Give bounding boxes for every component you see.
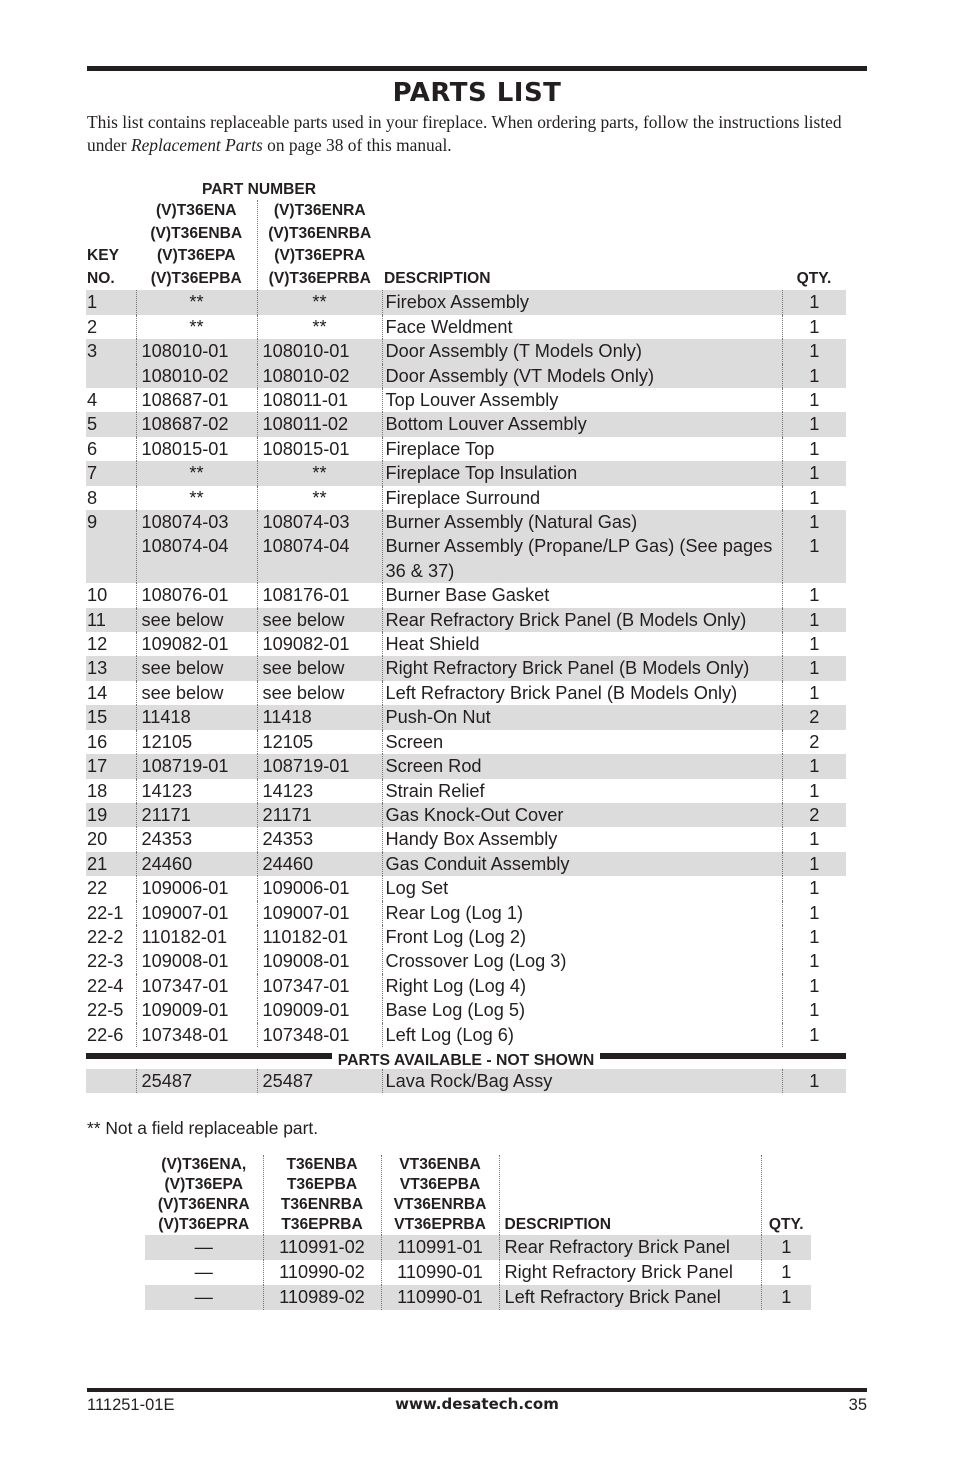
table-row <box>86 339 846 363</box>
part-number-1: ** <box>136 315 257 339</box>
part-qty: 1 <box>782 656 846 680</box>
key-number: 21 <box>86 852 136 876</box>
part-number-2: 24460 <box>257 852 382 876</box>
table-row <box>86 437 846 461</box>
table-row <box>86 852 846 876</box>
key-number: 18 <box>87 780 108 801</box>
doc-number: 111251-01E <box>87 1396 175 1414</box>
part-qty: 1 <box>782 876 846 900</box>
part-number-2: 110989-02 <box>263 1285 381 1310</box>
key-number: 22-4 <box>87 975 124 996</box>
table-row <box>86 290 846 314</box>
intro-text-1: This list contains replaceable parts used in your fireplace. When ordering parts, follow the instructions listed under <box>87 112 842 155</box>
part-number-2: 109006-01 <box>257 876 382 900</box>
part-qty: 1 <box>782 827 846 851</box>
part-qty: 1 <box>782 974 846 998</box>
description-header: DESCRIPTION <box>384 269 491 287</box>
part-number-1: 107347-01 <box>136 974 257 998</box>
key-number: 9 <box>86 510 136 534</box>
part-description: Face Weldment <box>382 315 782 339</box>
part-qty: 1 <box>782 339 846 363</box>
part-number-2: 110991-02 <box>263 1235 381 1260</box>
table-row <box>86 998 846 1022</box>
part-number-2: ** <box>257 486 382 510</box>
part-description: Rear Log (Log 1) <box>382 901 782 925</box>
part-number-2: ** <box>257 461 382 485</box>
part-number-1: 24460 <box>136 852 257 876</box>
footnote: ** Not a field replaceable part. <box>87 1118 319 1138</box>
part-qty: 1 <box>782 388 846 412</box>
part-number-1: 24353 <box>136 827 257 851</box>
part-number-2: see below <box>257 681 382 705</box>
part-description: Right Log (Log 4) <box>382 974 782 998</box>
part-number-1: 12105 <box>136 730 257 754</box>
part-number-2: 108011-01 <box>257 388 382 412</box>
table-row <box>86 656 846 680</box>
part-number-2: 108074-03 <box>257 510 382 534</box>
part-number-3: 110991-01 <box>381 1235 499 1260</box>
part-number-2: see below <box>257 656 382 680</box>
part-qty: 1 <box>761 1260 811 1285</box>
part-qty: 1 <box>782 437 846 461</box>
table-row <box>86 315 846 339</box>
table-row <box>86 876 846 900</box>
part-description: Base Log (Log 5) <box>382 998 782 1022</box>
part-description: Handy Box Assembly <box>382 827 782 851</box>
part-number-1: 11418 <box>136 705 257 729</box>
part-number-1: — <box>145 1235 263 1260</box>
part-number-1: — <box>194 1262 213 1282</box>
part-description: Door Assembly (T Models Only) <box>382 339 782 363</box>
part-number-1: 108015-01 <box>136 437 257 461</box>
table-row <box>86 901 846 925</box>
table-row <box>86 754 846 778</box>
part-number-1: 109006-01 <box>136 876 257 900</box>
sub-col2-header: T36ENBA T36EPBA T36ENRBA T36EPRBA <box>263 1155 381 1235</box>
top-rule <box>87 66 867 71</box>
part-number-2: 107348-01 <box>257 1023 382 1047</box>
parts-table <box>86 180 846 1093</box>
table-row <box>86 730 846 754</box>
sub-qty-header: QTY. <box>761 1155 811 1235</box>
model-group-1-header: (V)T36ENA (V)T36ENBA (V)T36EPA (V)T36EPBA <box>150 202 243 287</box>
part-number-3: 110990-01 <box>381 1260 499 1285</box>
part-number-2: ** <box>257 290 382 314</box>
part-qty: 1 <box>782 949 846 973</box>
key-number <box>86 364 136 388</box>
key-number: 10 <box>87 585 108 606</box>
part-description: Fireplace Top <box>382 437 782 461</box>
key-number: 7 <box>86 461 136 485</box>
table-row <box>86 388 846 412</box>
part-number-1: see below <box>136 656 257 680</box>
page-title: PARTS LIST <box>392 78 562 108</box>
key-number: 22-2 <box>87 926 124 947</box>
key-number: 1 <box>86 290 136 314</box>
part-description: Front Log (Log 2) <box>382 925 782 949</box>
table-row <box>145 1285 811 1310</box>
part-number-2: 25487 <box>257 1069 382 1093</box>
part-description: Right Refractory Brick Panel (B Models Only) <box>382 656 782 680</box>
part-qty: 1 <box>782 632 846 656</box>
part-description: Strain Relief <box>382 779 782 803</box>
part-qty: 1 <box>782 779 846 803</box>
part-number-1: 108010-01 <box>136 339 257 363</box>
table-row <box>86 412 846 436</box>
part-number-2: 110182-01 <box>257 925 382 949</box>
key-number: 19 <box>86 803 136 827</box>
part-description: Rear Refractory Brick Panel <box>499 1235 761 1260</box>
part-number-2: 108176-01 <box>257 583 382 607</box>
key-number: 14 <box>87 682 108 703</box>
part-number-2: 108015-01 <box>257 437 382 461</box>
part-number-1: 108010-02 <box>136 364 257 388</box>
intro-reference: Replacement Parts <box>130 135 263 155</box>
part-qty: 1 <box>782 315 846 339</box>
part-number-2: ** <box>257 315 382 339</box>
part-number-1: ** <box>136 461 257 485</box>
part-number-1: 109082-01 <box>136 632 257 656</box>
part-number-1: 108074-03 <box>136 510 257 534</box>
part-qty: 1 <box>782 461 846 485</box>
part-description: Rear Refractory Brick Panel (B Models Only) <box>382 608 782 632</box>
key-number: 15 <box>86 705 136 729</box>
part-number-2: 109007-01 <box>257 901 382 925</box>
part-number-2: see below <box>257 608 382 632</box>
key-number: 22 <box>87 878 108 899</box>
part-qty: 1 <box>782 901 846 925</box>
section-label: PARTS AVAILABLE - NOT SHOWN <box>332 1052 601 1069</box>
sub-col3-header: VT36ENBA VT36EPBA VT36ENRBA VT36EPRBA <box>381 1155 499 1235</box>
part-number-2: 14123 <box>257 779 382 803</box>
part-description: Crossover Log (Log 3) <box>382 949 782 973</box>
part-number-1: 109009-01 <box>136 998 257 1022</box>
section-divider <box>86 1047 846 1069</box>
part-number-1: — <box>145 1285 263 1310</box>
part-description: Screen <box>382 730 782 754</box>
key-number: 12 <box>87 634 108 655</box>
part-description: Burner Assembly (Natural Gas) <box>382 510 782 534</box>
table-row <box>86 925 846 949</box>
part-number-1: ** <box>136 486 257 510</box>
part-number-1: 109008-01 <box>136 949 257 973</box>
key-number: 17 <box>86 754 136 778</box>
part-number-2: 107347-01 <box>257 974 382 998</box>
key-number <box>86 534 136 583</box>
key-number: 16 <box>87 731 108 752</box>
intro-text-2: on page 38 of this manual. <box>262 135 452 155</box>
table-row <box>86 364 846 388</box>
key-number: 22-6 <box>87 1024 124 1045</box>
key-number: 8 <box>87 487 98 508</box>
part-description: Gas Conduit Assembly <box>382 852 782 876</box>
part-number-2: 110990-02 <box>263 1260 381 1285</box>
key-number: 22-1 <box>87 902 124 923</box>
key-number: 11 <box>86 608 136 632</box>
part-number-2: 108011-02 <box>257 412 382 436</box>
table-row <box>86 974 846 998</box>
sub-description-header: DESCRIPTION <box>499 1155 761 1235</box>
part-qty: 1 <box>782 852 846 876</box>
part-qty: 1 <box>782 681 846 705</box>
table-row <box>86 827 846 851</box>
part-description: Top Louver Assembly <box>382 388 782 412</box>
part-qty: 1 <box>782 583 846 607</box>
part-description: Burner Base Gasket <box>382 583 782 607</box>
sub-col1-header: (V)T36ENA, (V)T36EPA (V)T36ENRA (V)T36EPRA <box>157 1156 250 1233</box>
part-description: Heat Shield <box>382 632 782 656</box>
part-description: Left Refractory Brick Panel <box>499 1285 761 1310</box>
part-qty: 1 <box>782 510 846 534</box>
key-number: 22-3 <box>87 951 124 972</box>
refractory-table-body <box>145 1235 811 1310</box>
table-row <box>145 1235 811 1260</box>
part-qty: 1 <box>782 1023 846 1047</box>
part-number-1: 108719-01 <box>136 754 257 778</box>
qty-header: QTY. <box>796 269 832 287</box>
table-row <box>86 1023 846 1047</box>
table-row <box>86 705 846 729</box>
page-number: 35 <box>848 1396 867 1414</box>
part-number-1: 25487 <box>136 1069 257 1093</box>
part-description: Door Assembly (VT Models Only) <box>382 364 782 388</box>
refractory-table <box>145 1155 811 1310</box>
key-number: 22-5 <box>87 1000 124 1021</box>
part-qty: 1 <box>782 364 846 388</box>
intro-paragraph <box>87 111 877 157</box>
part-number-2: 12105 <box>257 730 382 754</box>
part-number-1: 108074-04 <box>136 534 257 583</box>
part-description: Bottom Louver Assembly <box>382 412 782 436</box>
table-row <box>86 486 846 510</box>
part-qty: 1 <box>782 486 846 510</box>
table-row <box>86 803 846 827</box>
part-number-2: 24353 <box>257 827 382 851</box>
part-qty: 1 <box>782 290 846 314</box>
model-group-2-header: (V)T36ENRA (V)T36ENRBA (V)T36EPRA (V)T36EPRBA <box>257 200 382 290</box>
part-qty: 1 <box>761 1235 811 1260</box>
table-row <box>86 1069 846 1093</box>
table-row <box>86 534 846 583</box>
part-number-3: 110990-01 <box>381 1285 499 1310</box>
part-description: Log Set <box>382 876 782 900</box>
website-link[interactable]: www.desatech.com <box>395 1395 559 1413</box>
part-qty: 1 <box>782 608 846 632</box>
part-number-2: 109008-01 <box>257 949 382 973</box>
part-description: Screen Rod <box>382 754 782 778</box>
part-number-2: 109009-01 <box>257 998 382 1022</box>
part-description: Left Log (Log 6) <box>382 1023 782 1047</box>
key-number: 4 <box>87 390 98 410</box>
part-number-1: 108687-01 <box>136 388 257 412</box>
part-number-1: 109007-01 <box>136 901 257 925</box>
part-number-2: 109082-01 <box>257 632 382 656</box>
part-qty: 1 <box>782 998 846 1022</box>
part-description: Firebox Assembly <box>382 290 782 314</box>
part-number-1: see below <box>136 681 257 705</box>
table-row <box>86 461 846 485</box>
part-qty: 1 <box>782 412 846 436</box>
part-qty: 1 <box>782 925 846 949</box>
part-number-2: 108010-02 <box>257 364 382 388</box>
part-number-2: 21171 <box>257 803 382 827</box>
part-number-2: 108010-01 <box>257 339 382 363</box>
key-number: 3 <box>86 339 136 363</box>
key-number <box>86 1069 136 1093</box>
part-description: Right Refractory Brick Panel <box>499 1260 761 1285</box>
table-row <box>86 779 846 803</box>
part-number-1: 108076-01 <box>136 583 257 607</box>
table-row <box>86 510 846 534</box>
part-number-header: PART NUMBER <box>201 181 317 198</box>
part-qty: 2 <box>782 730 846 754</box>
part-number-1: ** <box>136 290 257 314</box>
part-description: Fireplace Surround <box>382 486 782 510</box>
part-qty: 2 <box>782 705 846 729</box>
parts-table-header <box>86 180 846 290</box>
part-number-1: see below <box>136 608 257 632</box>
part-number-2: 108074-04 <box>257 534 382 583</box>
key-number: 6 <box>87 438 98 459</box>
table-row <box>86 632 846 656</box>
table-row <box>86 681 846 705</box>
part-description: Burner Assembly (Propane/LP Gas) (See pages 36 & 37) <box>382 534 782 583</box>
part-number-1: 107348-01 <box>136 1023 257 1047</box>
part-number-1: 14123 <box>136 779 257 803</box>
table-row <box>86 583 846 607</box>
part-description: Fireplace Top Insulation <box>382 461 782 485</box>
parts-table-body <box>86 290 846 1093</box>
part-number-1: 110182-01 <box>136 925 257 949</box>
key-number: 2 <box>87 316 98 337</box>
key-number: 5 <box>86 412 136 436</box>
part-description: Left Refractory Brick Panel (B Models Only) <box>382 681 782 705</box>
key-no-header: KEY NO. <box>87 247 120 287</box>
part-qty: 1 <box>782 754 846 778</box>
part-number-1: 21171 <box>136 803 257 827</box>
part-qty: 1 <box>761 1285 811 1310</box>
part-number-2: 108719-01 <box>257 754 382 778</box>
part-description: Gas Knock-Out Cover <box>382 803 782 827</box>
part-number-1: 108687-02 <box>136 412 257 436</box>
key-number: 20 <box>87 829 108 850</box>
key-number: 13 <box>86 656 136 680</box>
table-row <box>86 949 846 973</box>
table-row <box>145 1260 811 1285</box>
bottom-rule <box>87 1388 867 1392</box>
part-description: Push-On Nut <box>382 705 782 729</box>
part-qty: 1 <box>782 1069 846 1093</box>
part-qty: 2 <box>782 803 846 827</box>
part-number-2: 11418 <box>257 705 382 729</box>
table-row <box>86 608 846 632</box>
part-qty: 1 <box>782 534 846 583</box>
part-description: Lava Rock/Bag Assy <box>382 1069 782 1093</box>
